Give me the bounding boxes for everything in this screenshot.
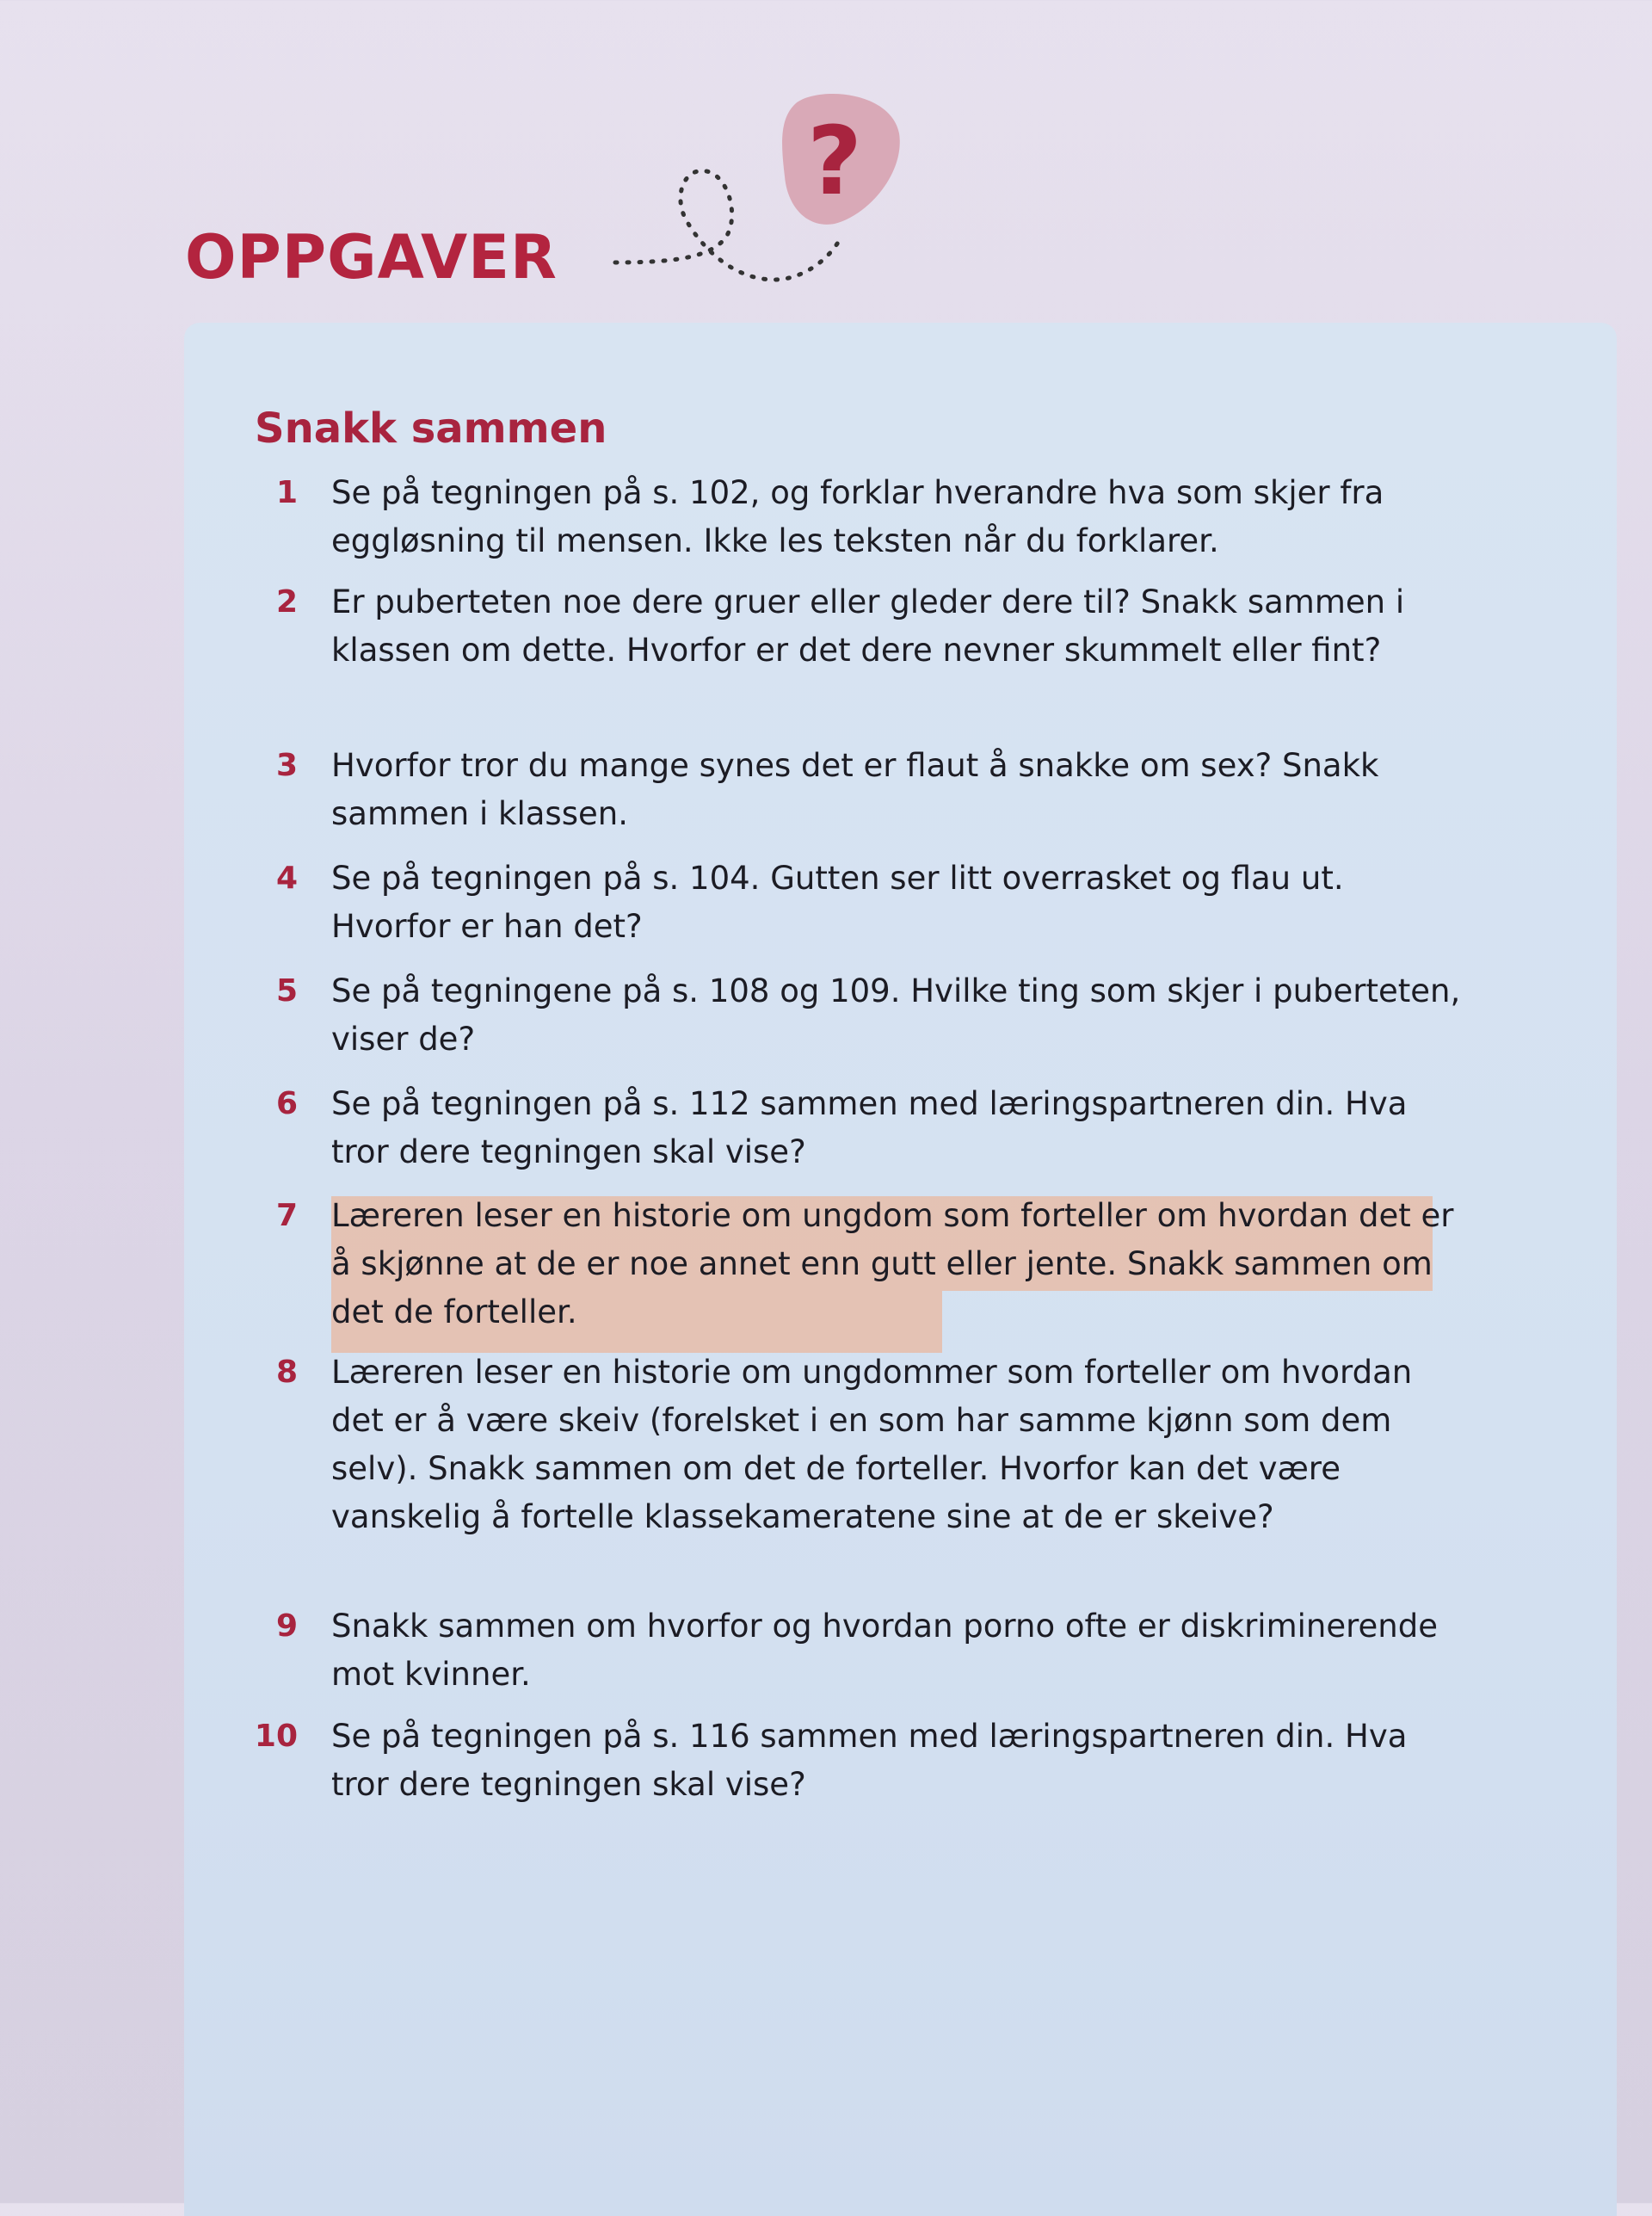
task-number: 5 bbox=[275, 973, 298, 1009]
question-bubble-icon bbox=[602, 86, 929, 310]
question-mark: ? bbox=[807, 106, 862, 216]
task-number: 9 bbox=[275, 1608, 298, 1644]
task-text: Se på tegningen på s. 112 sammen med læringspartneren din. Hva tror dere tegningen skal vise? bbox=[331, 1085, 1408, 1170]
task-number: 10 bbox=[254, 1719, 298, 1754]
task-text: Se på tegningen på s. 116 sammen med læringspartneren din. Hva tror dere tegningen skal vise? bbox=[331, 1718, 1408, 1803]
section-title: Snakk sammen bbox=[255, 404, 607, 453]
task-number: 2 bbox=[275, 584, 298, 620]
task-text: Se på tegningen på s. 102, og forklar hverandre hva som skjer fra eggløsning til mensen. Ikke les teksten når du forklarer. bbox=[331, 474, 1384, 559]
task-text: Læreren leser en historie om ungdom som forteller om hvordan det er å skjønne at de er noe annet enn gutt eller jente. Snakk sammen om det de forteller. bbox=[331, 1197, 1454, 1330]
task-number: 1 bbox=[275, 475, 298, 510]
task-number: 8 bbox=[275, 1355, 298, 1390]
task-text: Er puberteten noe dere gruer eller gleder dere til? Snakk sammen i klassen om dette. Hvorfor er det dere nevner skummelt eller fint? bbox=[331, 583, 1405, 669]
page-title: OPPGAVER bbox=[185, 222, 558, 293]
task-number: 7 bbox=[275, 1198, 298, 1233]
task-text: Hvorfor tror du mange synes det er flaut å snakke om sex? Snakk sammen i klassen. bbox=[331, 747, 1379, 832]
task-number: 4 bbox=[275, 861, 298, 896]
task-text: Læreren leser en historie om ungdommer som forteller om hvordan det er å være skeiv (forelsket i en som har samme kjønn som dem selv). Snakk sammen om det de forteller. Hvorfor kan det være vanskelig å fortelle klassekameratene sine at de er skeive? bbox=[331, 1354, 1413, 1535]
task-text: Snakk sammen om hvorfor og hvordan porno ofte er diskriminerende mot kvinner. bbox=[331, 1608, 1438, 1693]
task-number: 6 bbox=[275, 1086, 298, 1121]
task-text: Se på tegningene på s. 108 og 109. Hvilke ting som skjer i puberteten, viser de? bbox=[331, 972, 1461, 1058]
task-number: 3 bbox=[275, 748, 298, 783]
task-text: Se på tegningen på s. 104. Gutten ser litt overrasket og flau ut. Hvorfor er han det? bbox=[331, 860, 1344, 945]
